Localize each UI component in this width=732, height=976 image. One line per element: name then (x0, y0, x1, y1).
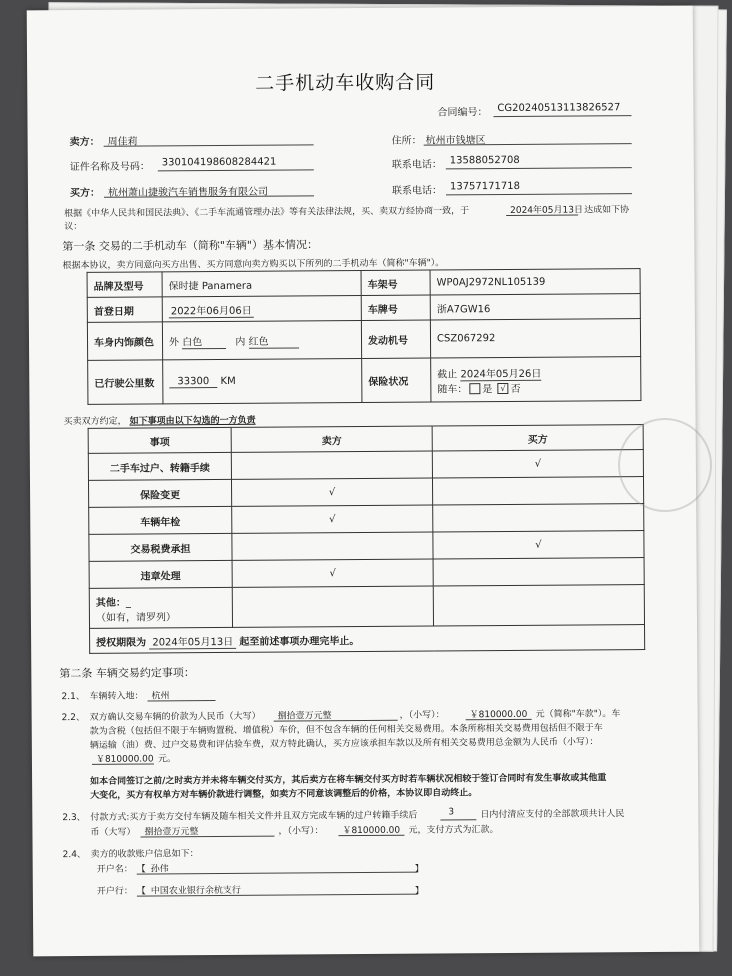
underline (506, 214, 578, 216)
clause-2-2-text: 双方确认交易车辆的价款为人民币（大写） (89, 711, 261, 723)
deadline-label: 授权期限为 (96, 637, 147, 649)
insurance-label: 保险状况 (362, 358, 431, 402)
color-in: 红色 (249, 332, 299, 348)
engine-value: CSZ067292 (430, 319, 640, 358)
bank-name: 中国农业银行余杭支行 (150, 885, 241, 897)
other-label-row (96, 592, 226, 608)
underline (424, 143, 632, 145)
ins-until-label: 截止 (437, 368, 458, 380)
other-cell (89, 587, 232, 628)
yes-checkbox[interactable] (469, 383, 480, 394)
contract-page (27, 6, 700, 957)
vin-label: 车架号 (361, 270, 430, 295)
yes-label: 是 (482, 383, 493, 395)
id-label: 证件名称及号码： (69, 161, 150, 174)
clause-2-1-num: 2.1、 (61, 691, 85, 703)
table-row (88, 477, 643, 508)
duty-seller-check (231, 451, 432, 479)
underline (493, 115, 631, 117)
duty-seller-check: √ (232, 559, 433, 587)
plate-value: 浙A7GW16 (430, 294, 640, 320)
underline (440, 819, 476, 820)
clause-2-3-num: 2.3、 (62, 812, 86, 824)
other-seller (232, 586, 433, 627)
duty-buyer-check (433, 504, 644, 532)
duty-item: 保险变更 (88, 479, 231, 507)
deadline-cell (90, 625, 645, 654)
intro-date: 2024年05月13日 (510, 205, 583, 216)
total-amount: ￥810000.00 (95, 754, 154, 765)
total-yuan: 元。 (157, 754, 176, 765)
duty-buyer-check: √ (433, 531, 644, 559)
clause-2-3-line2: 币（大写） (90, 827, 136, 838)
underline (92, 763, 154, 764)
seller-label: 卖方： (69, 136, 100, 149)
seller-id-number: 330104198608284421 (161, 156, 277, 169)
color-label: 车身内饰颜色 (87, 322, 162, 361)
reg-date-text: 2022年06月06日 (169, 305, 254, 318)
clause-2-2-num: 2.2、 (61, 712, 86, 724)
duty-seller-check: √ (231, 478, 432, 506)
seller-address: 杭州市钱塘区 (425, 135, 486, 147)
clause-2-2-tail: 元（简称"车款"）。车 (535, 709, 621, 720)
underline (104, 144, 314, 146)
plate-label: 车牌号 (361, 295, 430, 320)
underline (140, 836, 274, 838)
no-label: 否 (510, 383, 521, 395)
faded-seal-stamp (618, 418, 712, 512)
deadline-row (90, 625, 645, 654)
payment-days: 3 (448, 807, 455, 818)
clause-2-3-text: 付款方式:买方于卖方交付车辆及随车相关文件并且双方完成车辆的过户转籍手续后 (90, 810, 418, 823)
brand-value: 保时捷 Panamera (162, 271, 361, 297)
duties-table (88, 424, 646, 654)
underline (158, 169, 314, 171)
insurance-value (431, 357, 641, 402)
clause-2-2-line3: 辆运输（油）费、过户交易费和评估验车费，双方特此确认，买方应该承担车款以及所有相关交易费用总金额为人民币（小写）： (89, 737, 599, 751)
payment-upper: 捌拾壹万元整 (144, 827, 199, 838)
header-item: 事项 (88, 427, 231, 453)
bracket-right: 】 (414, 864, 424, 875)
payment-small: ￥810000.00 (342, 825, 401, 837)
duty-item: 车辆年检 (89, 506, 232, 534)
holder-label: 开户名： (96, 864, 133, 875)
underline (338, 835, 404, 836)
contract-no-label: 合同编号： (437, 107, 488, 119)
article-2-title: 第二条 车辆交易约定事项： (59, 666, 195, 681)
underline (446, 193, 632, 195)
color-in-label: 内 (235, 336, 246, 348)
other-blank: _ (125, 597, 131, 609)
underline (137, 872, 417, 875)
color-value (162, 321, 361, 360)
mileage-label: 已行驶公里数 (88, 360, 163, 405)
duty-buyer-check (433, 558, 644, 586)
notice-line1: 如本合同签订之前/之时卖方并未将车辆交付买方，其后卖方在将车辆交付买方时若车辆状况相较于签订合同时有发生事故或其他重 (90, 773, 607, 787)
ins-until-date: 2024年05月26日 (460, 368, 542, 380)
duty-seller-check: √ (232, 505, 433, 533)
agree-text-bold: 如下事项由以下勾选的一方负责 (129, 415, 256, 427)
buyer-name: 杭州萧山捷骏汽车销售服务有限公司 (107, 186, 269, 199)
other-label: 其他： (95, 597, 126, 609)
buyer-phone-label: 联系电话： (391, 185, 443, 197)
vehicle-info-table (87, 268, 642, 405)
bracket-right: 】 (414, 886, 424, 897)
other-row (89, 585, 644, 629)
deadline-date: 2024年05月13日 (149, 636, 236, 649)
mileage-number: 33300 (169, 376, 217, 388)
reg-date-label: 首登日期 (87, 297, 162, 323)
clause-2-3-tail: 日内付清应支付的全部款项共计人民 (480, 809, 625, 821)
price-small: ￥810000.00 (469, 709, 528, 721)
duty-buyer-check (432, 477, 643, 505)
mileage-unit: KM (220, 375, 236, 387)
intro-text-end: 议： (64, 221, 83, 233)
transfer-destination: 杭州 (151, 691, 170, 702)
insurance-until-row (437, 364, 634, 380)
color-out-label: 外 (168, 336, 180, 348)
underline (446, 167, 632, 169)
bank-label: 开户行： (96, 886, 133, 897)
price-small-label: ，（小写）： (399, 710, 445, 721)
no-checkbox[interactable]: √ (498, 383, 509, 394)
engine-label: 发动机号 (361, 320, 430, 358)
seller-phone-label: 联系电话： (391, 159, 442, 171)
brand-label: 品牌及型号 (87, 272, 162, 298)
duty-item: 二手车过户、转籍手续 (88, 452, 231, 480)
account-holder: 孙伟 (150, 864, 169, 875)
duty-item: 交易税费承担 (89, 533, 232, 561)
color-out: 白色 (182, 332, 226, 348)
payment-small-label: ，（小写）： (278, 826, 324, 837)
clause-2-4-num: 2.4、 (62, 849, 86, 861)
table-row (89, 504, 644, 535)
clause-2-2-line2: 款为含税（包括但不限于车辆购置税、增值税）车价，但不包含车辆的任何相关交易费用。本条所称相关交易费用包括但不限于车 (89, 723, 603, 737)
contract-no: CG20240513113826527 (497, 102, 621, 115)
table-row (89, 558, 644, 589)
duty-seller-check (232, 532, 433, 560)
duty-item: 违章处理 (89, 560, 232, 588)
agree-text: 买卖双方约定， (63, 416, 127, 428)
duty-buyer-check: √ (432, 450, 643, 478)
header-buyer: 买方 (432, 425, 643, 451)
mileage-value (163, 359, 362, 404)
article-1-title: 第一条 交易的二手机动车（简称"车辆"）基本情况： (62, 238, 319, 254)
table-row (89, 531, 644, 562)
clause-2-3-end: 元，支付方式为汇款。 (408, 825, 499, 836)
intro-text-tail: 达成如下协 (584, 205, 630, 216)
other-buyer (433, 585, 644, 626)
reg-date-value (162, 296, 361, 322)
vin-value: WP0AJ2972NL105139 (430, 269, 640, 295)
clause-2-1-label: 车辆转入地： (89, 691, 144, 702)
with-car-label: 随车： (437, 383, 468, 395)
buyer-phone: 13757171718 (449, 180, 520, 193)
document-title: 二手机动车收购合同 (255, 71, 436, 95)
seller-phone: 13588052708 (449, 154, 520, 167)
price-upper: 捌拾壹万元整 (277, 711, 332, 722)
address-label: 住所： (391, 135, 422, 147)
article-1-desc: 根据本协议，卖方同意向买方出售、买方同意向卖方购买以下所列的二手机动车（简称"车辆"）。 (62, 258, 445, 272)
table-row (88, 450, 643, 481)
seller-name: 周佳莉 (107, 136, 138, 148)
buyer-label: 买方： (69, 187, 101, 200)
underline (148, 700, 216, 701)
intro-text: 根据《中华人民共和国民法典》、《二手车流通管理办法》等有关法律法规，买、卖双方经协商一致，于 (64, 206, 470, 220)
notice-line2: 大变化，买方有权单方对车辆价款进行调整，如卖方不同意该调整后的价格，本协议即自动终止。 (90, 788, 478, 801)
bracket-left: 【 (136, 864, 146, 875)
deadline-tail: 起至前述事项办理完毕止。 (239, 635, 360, 648)
clause-2-4-title: 卖方的收款账户信息如下： (90, 849, 199, 860)
other-hint: （如有，请罗列） (95, 611, 176, 624)
bracket-left: 【 (136, 886, 146, 897)
header-seller: 卖方 (231, 426, 432, 452)
with-car-row (437, 379, 634, 395)
